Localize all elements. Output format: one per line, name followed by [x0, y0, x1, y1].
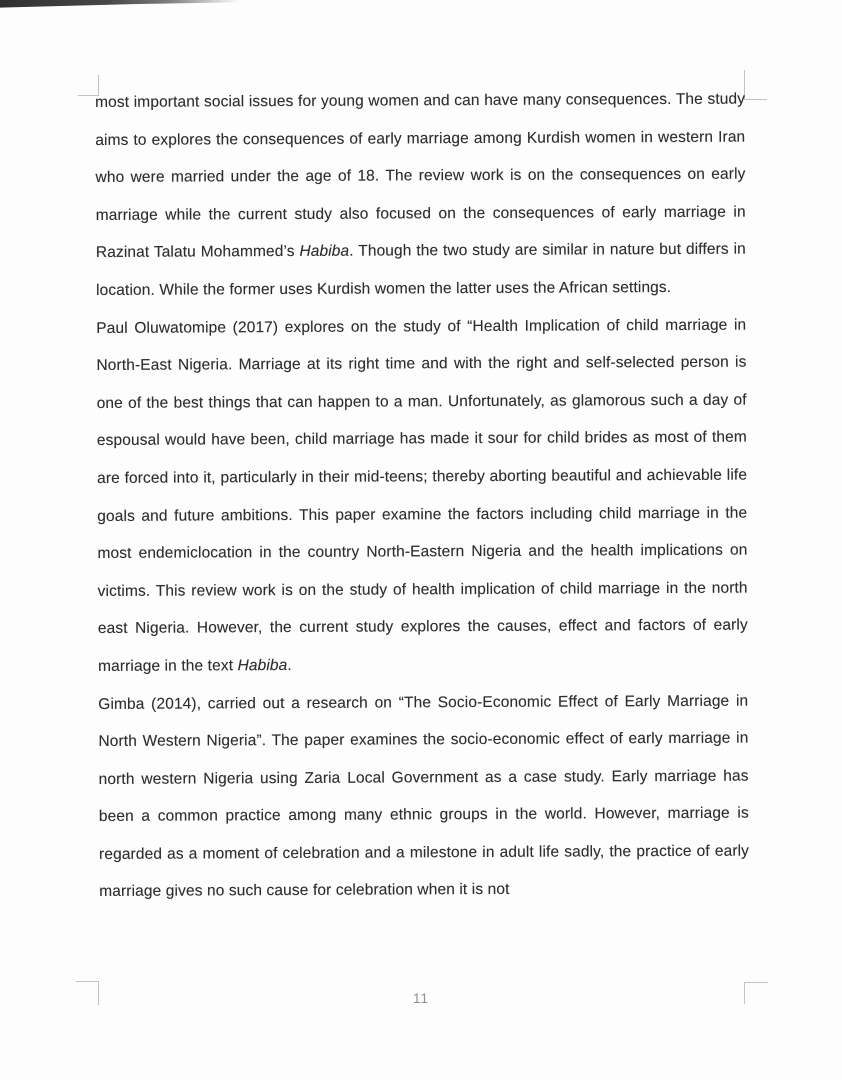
text-segment: Paul Oluwatomipe (2017) explores on the study of “Health Implication of child marriage in North-East Nigeria. Marriage at its right time and with the right and self-selected person is one of the best things that can happen to a man. Unfortunately, as glamorous such a day of espousal would have been, child marriage has made it sour for child brides as most of them are forced into it, particularly in their mid-teens; thereby aborting beautiful and achievable life goals and future ambitions. This paper examine the factors including child marriage in the most endemiclocation in the country North-Eastern Nigeria and the health implications on victims. This review work is on the study of health implication of child marriage in the north east Nigeria. However, the current study explores the causes, effect and factors of early marriage in the text — [96, 316, 748, 675]
paragraph-gimba-2014 — [98, 682, 749, 911]
body-text — [95, 81, 749, 911]
book-title-habiba: Habiba — [299, 243, 350, 261]
book-title-habiba: Habiba — [237, 656, 288, 675]
text-segment: most important social issues for young women and can have many consequences. The study aims to explores the consequences of early marriage among Kurdish women in western Iran who were married under the age of 18. The review work is on the consequences on early marriage while the current study also focused on the consequences of early marriage in Razinat Talatu Mohammed’s — [95, 90, 746, 262]
text-segment: . Though the two study are similar in nature but differs in location. While the former uses Kurdish women the latter uses the African settings. — [96, 240, 746, 299]
page-number: 11 — [412, 991, 429, 1006]
text-segment: . — [287, 656, 292, 674]
paragraph-literature-review-kurdish-study — [95, 81, 746, 310]
crop-mark-top-right-icon — [744, 70, 767, 100]
text-segment: Gimba (2014), carried out a research on “The Socio-Economic Effect of Early Marriage in North Western Nigeria”. The paper examines the socio-economic effect of early marriage in north western Nigeria using Zaria Local Government as a case study. Early marriage has been a common practice among many ethnic groups in the world. However, marriage is regarded as a moment of celebration and a milestone in adult life sadly, the practice of early marriage gives no such cause for celebration when it is not — [98, 692, 750, 901]
scan-artifact-bar — [0, 0, 240, 8]
paragraph-oluwatomipe-2017 — [96, 306, 748, 685]
